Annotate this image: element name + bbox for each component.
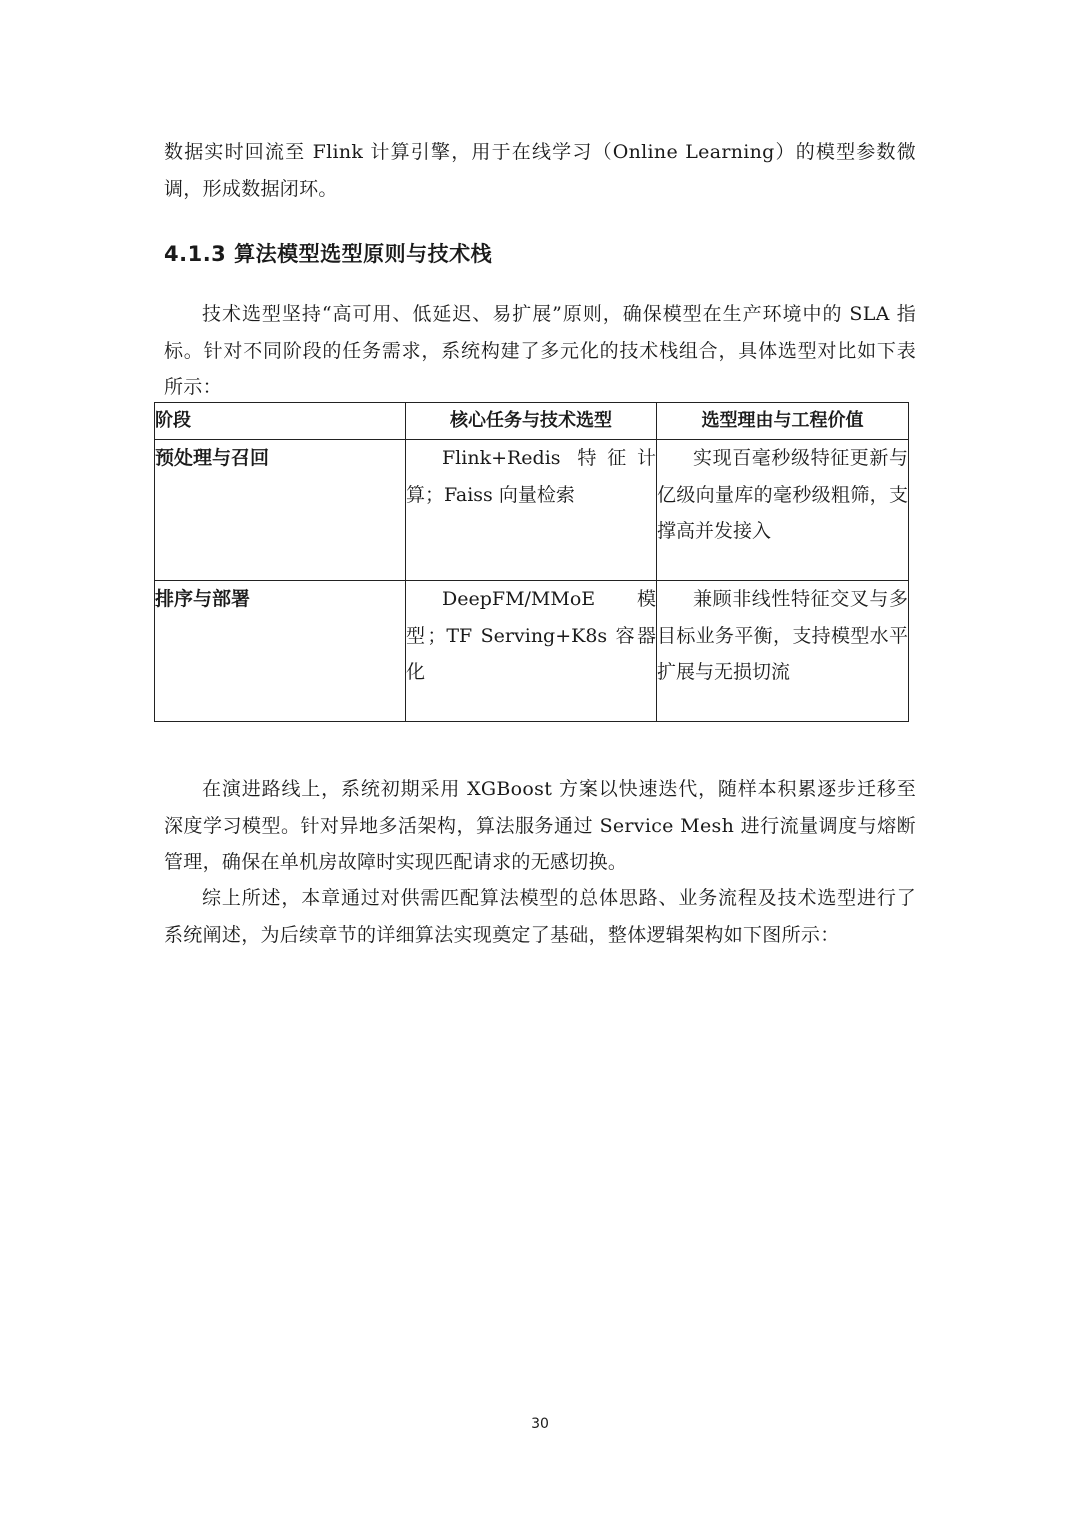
header-tech: 核心任务与技术选型 [406,403,657,440]
table-row [155,581,909,722]
table-header-row [155,403,909,440]
stage-cell: 预处理与召回 [155,440,406,581]
tech-cell: Flink+Redis 特征计算；Faiss 向量检索 [406,440,657,581]
paragraph-intro: 数据实时回流至 Flink 计算引擎，用于在线学习（Online Learning）的模型参数微调，形成数据闭环。 [164,141,916,200]
tech-stack-table [154,402,909,722]
page-number: 30 [531,1416,549,1432]
tech-cell: DeepFM/MMoE 模型；TF Serving+K8s 容器化 [406,581,657,722]
paragraph-summary: 综上所述，本章通过对供需匹配算法模型的总体思路、业务流程及技术选型进行了系统阐述，为后续章节的详细算法实现奠定了基础，整体逻辑架构如下图所示： [164,887,916,946]
paragraph-selection: 技术选型坚持“高可用、低延迟、易扩展”原则，确保模型在生产环境中的 SLA 指标。针对不同阶段的任务需求，系统构建了多元化的技术栈组合，具体选型对比如下表所示： [164,303,916,398]
reason-cell: 兼顾非线性特征交叉与多目标业务平衡，支持模型水平扩展与无损切流 [657,581,909,722]
stage-cell: 排序与部署 [155,581,406,722]
header-reason: 选型理由与工程价值 [657,403,909,440]
paragraph-evolution: 在演进路线上，系统初期采用 XGBoost 方案以快速迭代，随样本积累逐步迁移至深度学习模型。针对异地多活架构，算法服务通过 Service Mesh 进行流量调度与熔断管理，确保在单机房故障时实现匹配请求的无感切换。 [164,778,916,873]
reason-cell: 实现百毫秒级特征更新与亿级向量库的毫秒级粗筛，支撑高并发接入 [657,440,909,581]
section-heading: 4.1.3 算法模型选型原则与技术栈 [164,242,493,266]
header-stage: 阶段 [155,403,406,440]
table-row [155,440,909,581]
